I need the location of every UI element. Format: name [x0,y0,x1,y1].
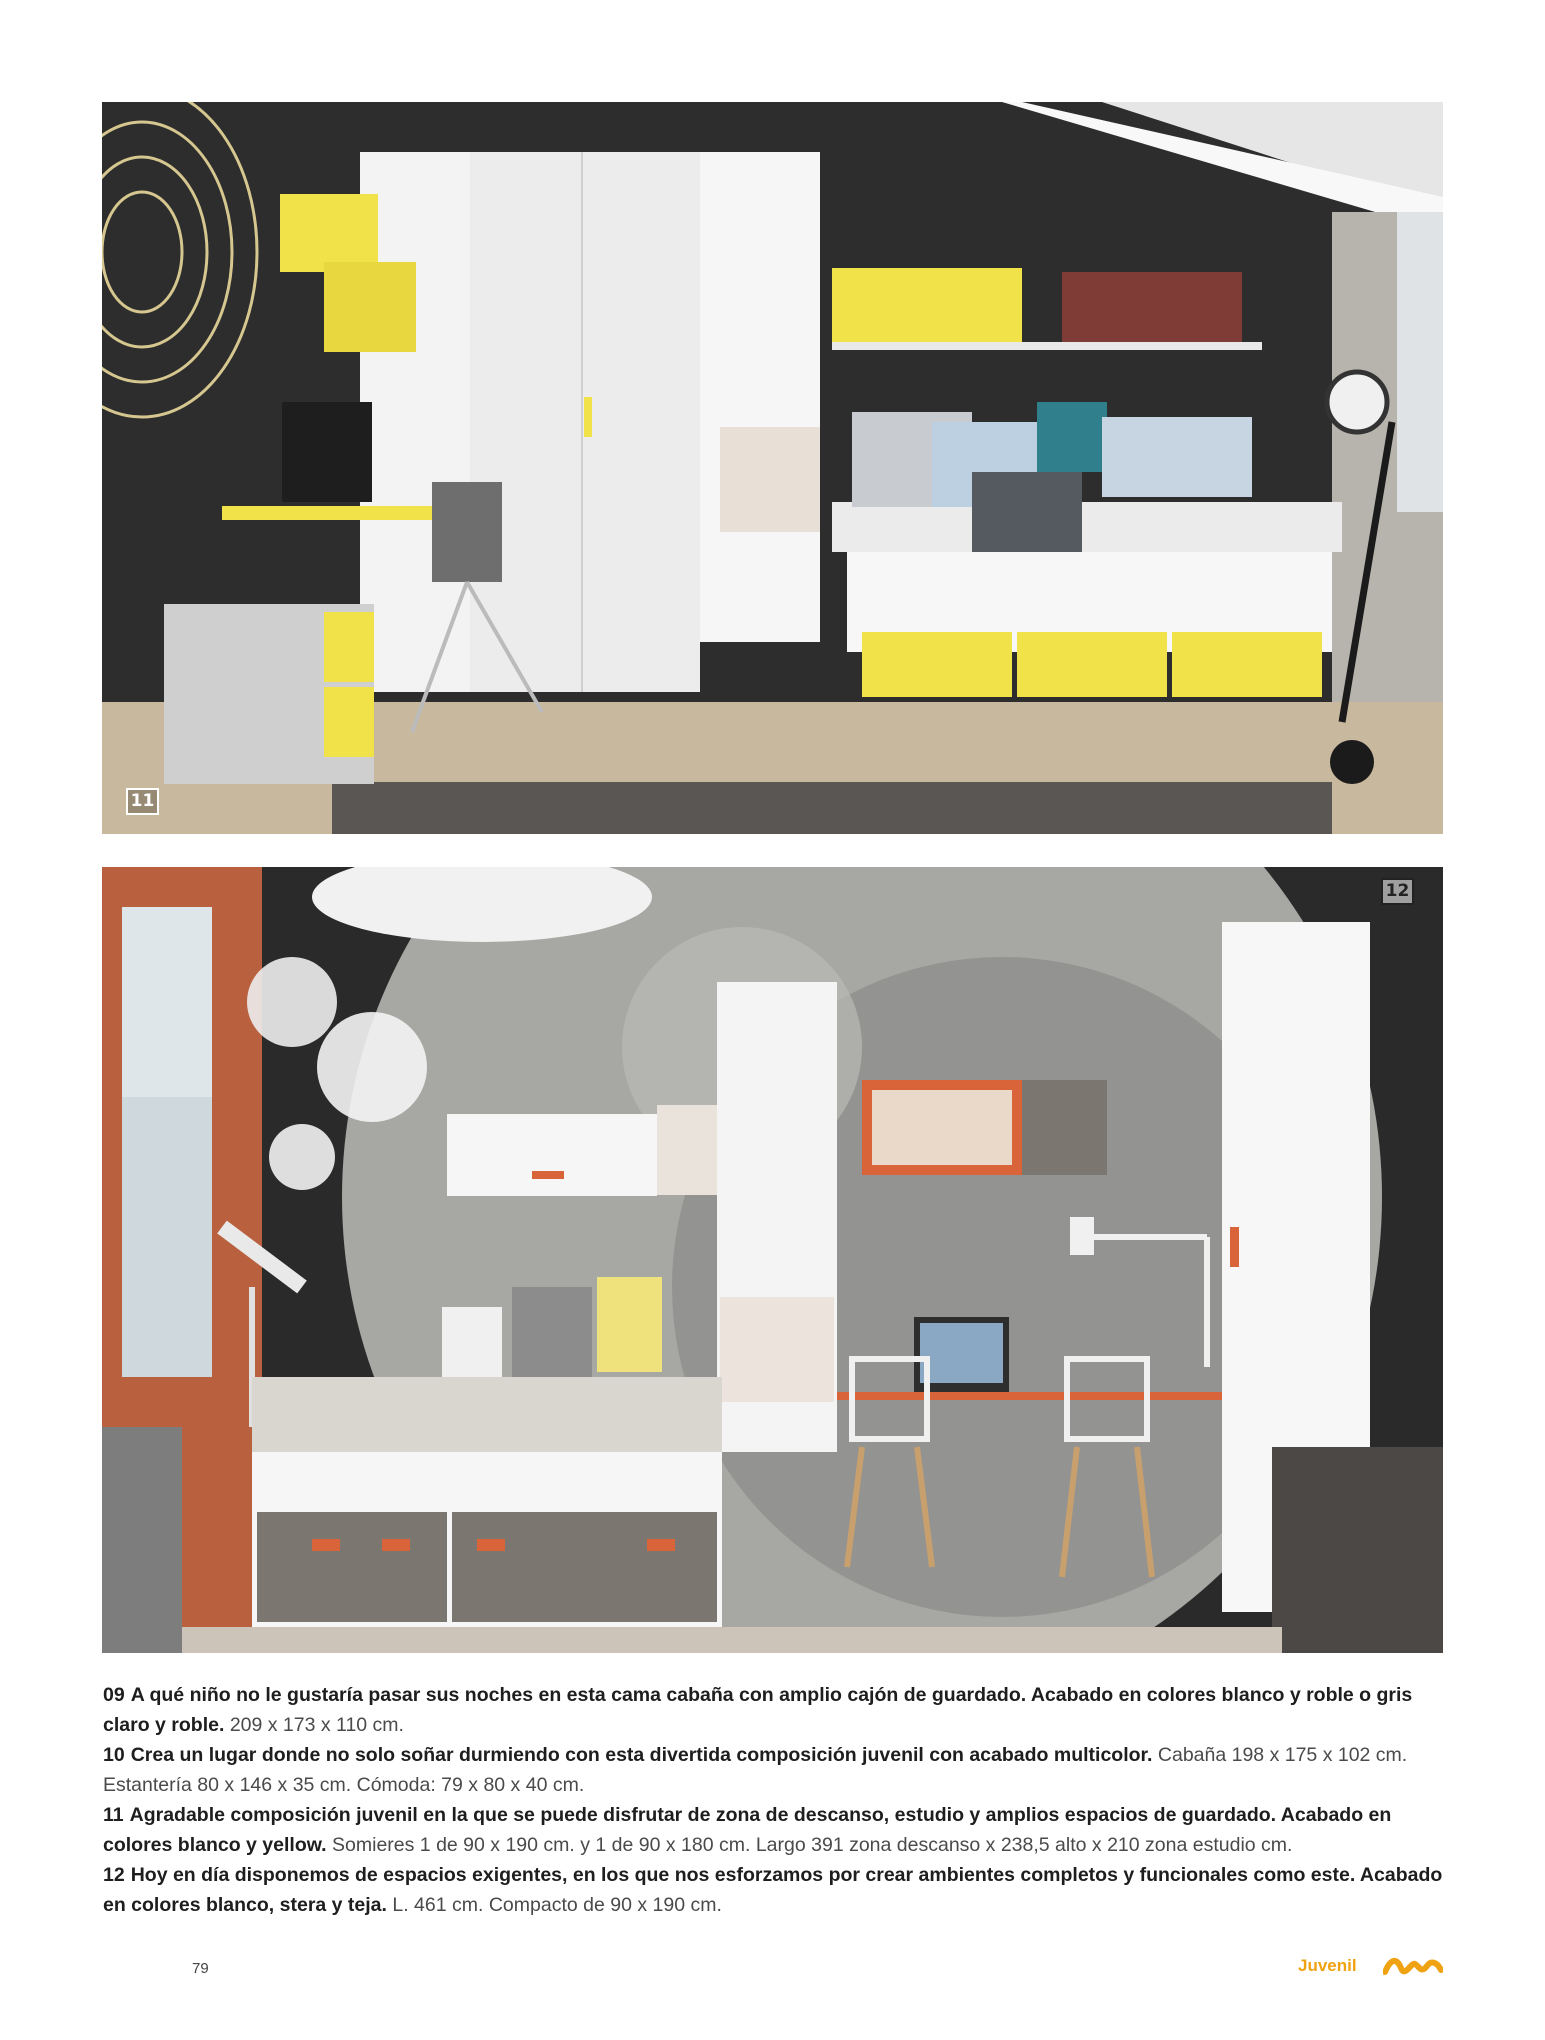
caption-dimensions: 209 x 173 x 110 cm. [229,1714,404,1736]
caption-dimensions: Somieres 1 de 90 x 190 cm. y 1 de 90 x 180 cm. Largo 391 zona descanso x 238,5 alto x 210 zona estudio cm. [332,1834,1293,1856]
caption-title: Agradable composición juvenil en la que se puede disfrutar de zona de descanso, estudio y amplios espacios de guardado. Acabado en colores blanco y yellow. [103,1804,1392,1856]
caption-number: 10 [103,1744,125,1766]
caption-09 [103,1680,1443,1740]
caption-number: 09 [103,1684,125,1706]
page-number: 79 [192,1960,209,1977]
caption-number: 11 [103,1804,124,1826]
section-label: Juvenil [1298,1956,1357,1975]
photo-number-badge: 12 [1381,878,1414,905]
photo-12-moon-bedroom [102,867,1443,1653]
bedroom-illustration-11 [102,102,1443,834]
caption-12 [103,1860,1443,1920]
caption-title: Crea un lugar donde no solo soñar durmiendo con esta divertida composición juvenil con acabado multicolor. [130,1744,1153,1766]
photo-number-badge: 11 [126,788,159,815]
brand-wave-icon [1383,1954,1443,1980]
caption-number: 12 [103,1864,125,1886]
caption-title: Hoy en día disponemos de espacios exigentes, en los que nos esforzamos por crear ambientes completos y funcionales como este. Acabado en colores blanco, stera y teja. [103,1864,1443,1916]
caption-title: A qué niño no le gustaría pasar sus noches en esta cama cabaña con amplio cajón de guardado. Acabado en colores blanco y roble o gris claro y roble. [103,1684,1413,1736]
product-captions [103,1680,1443,1920]
photo-11-yellow-bedroom [102,102,1443,834]
bedroom-illustration-12 [102,867,1443,1653]
caption-dimensions: L. 461 cm. Compacto de 90 x 190 cm. [392,1894,722,1916]
caption-11 [103,1800,1443,1860]
caption-dimensions: Cabaña 198 x 175 x 102 cm. Estantería 80 x 146 x 35 cm. Cómoda: 79 x 80 x 40 cm. [103,1744,1408,1796]
caption-10 [103,1740,1443,1800]
